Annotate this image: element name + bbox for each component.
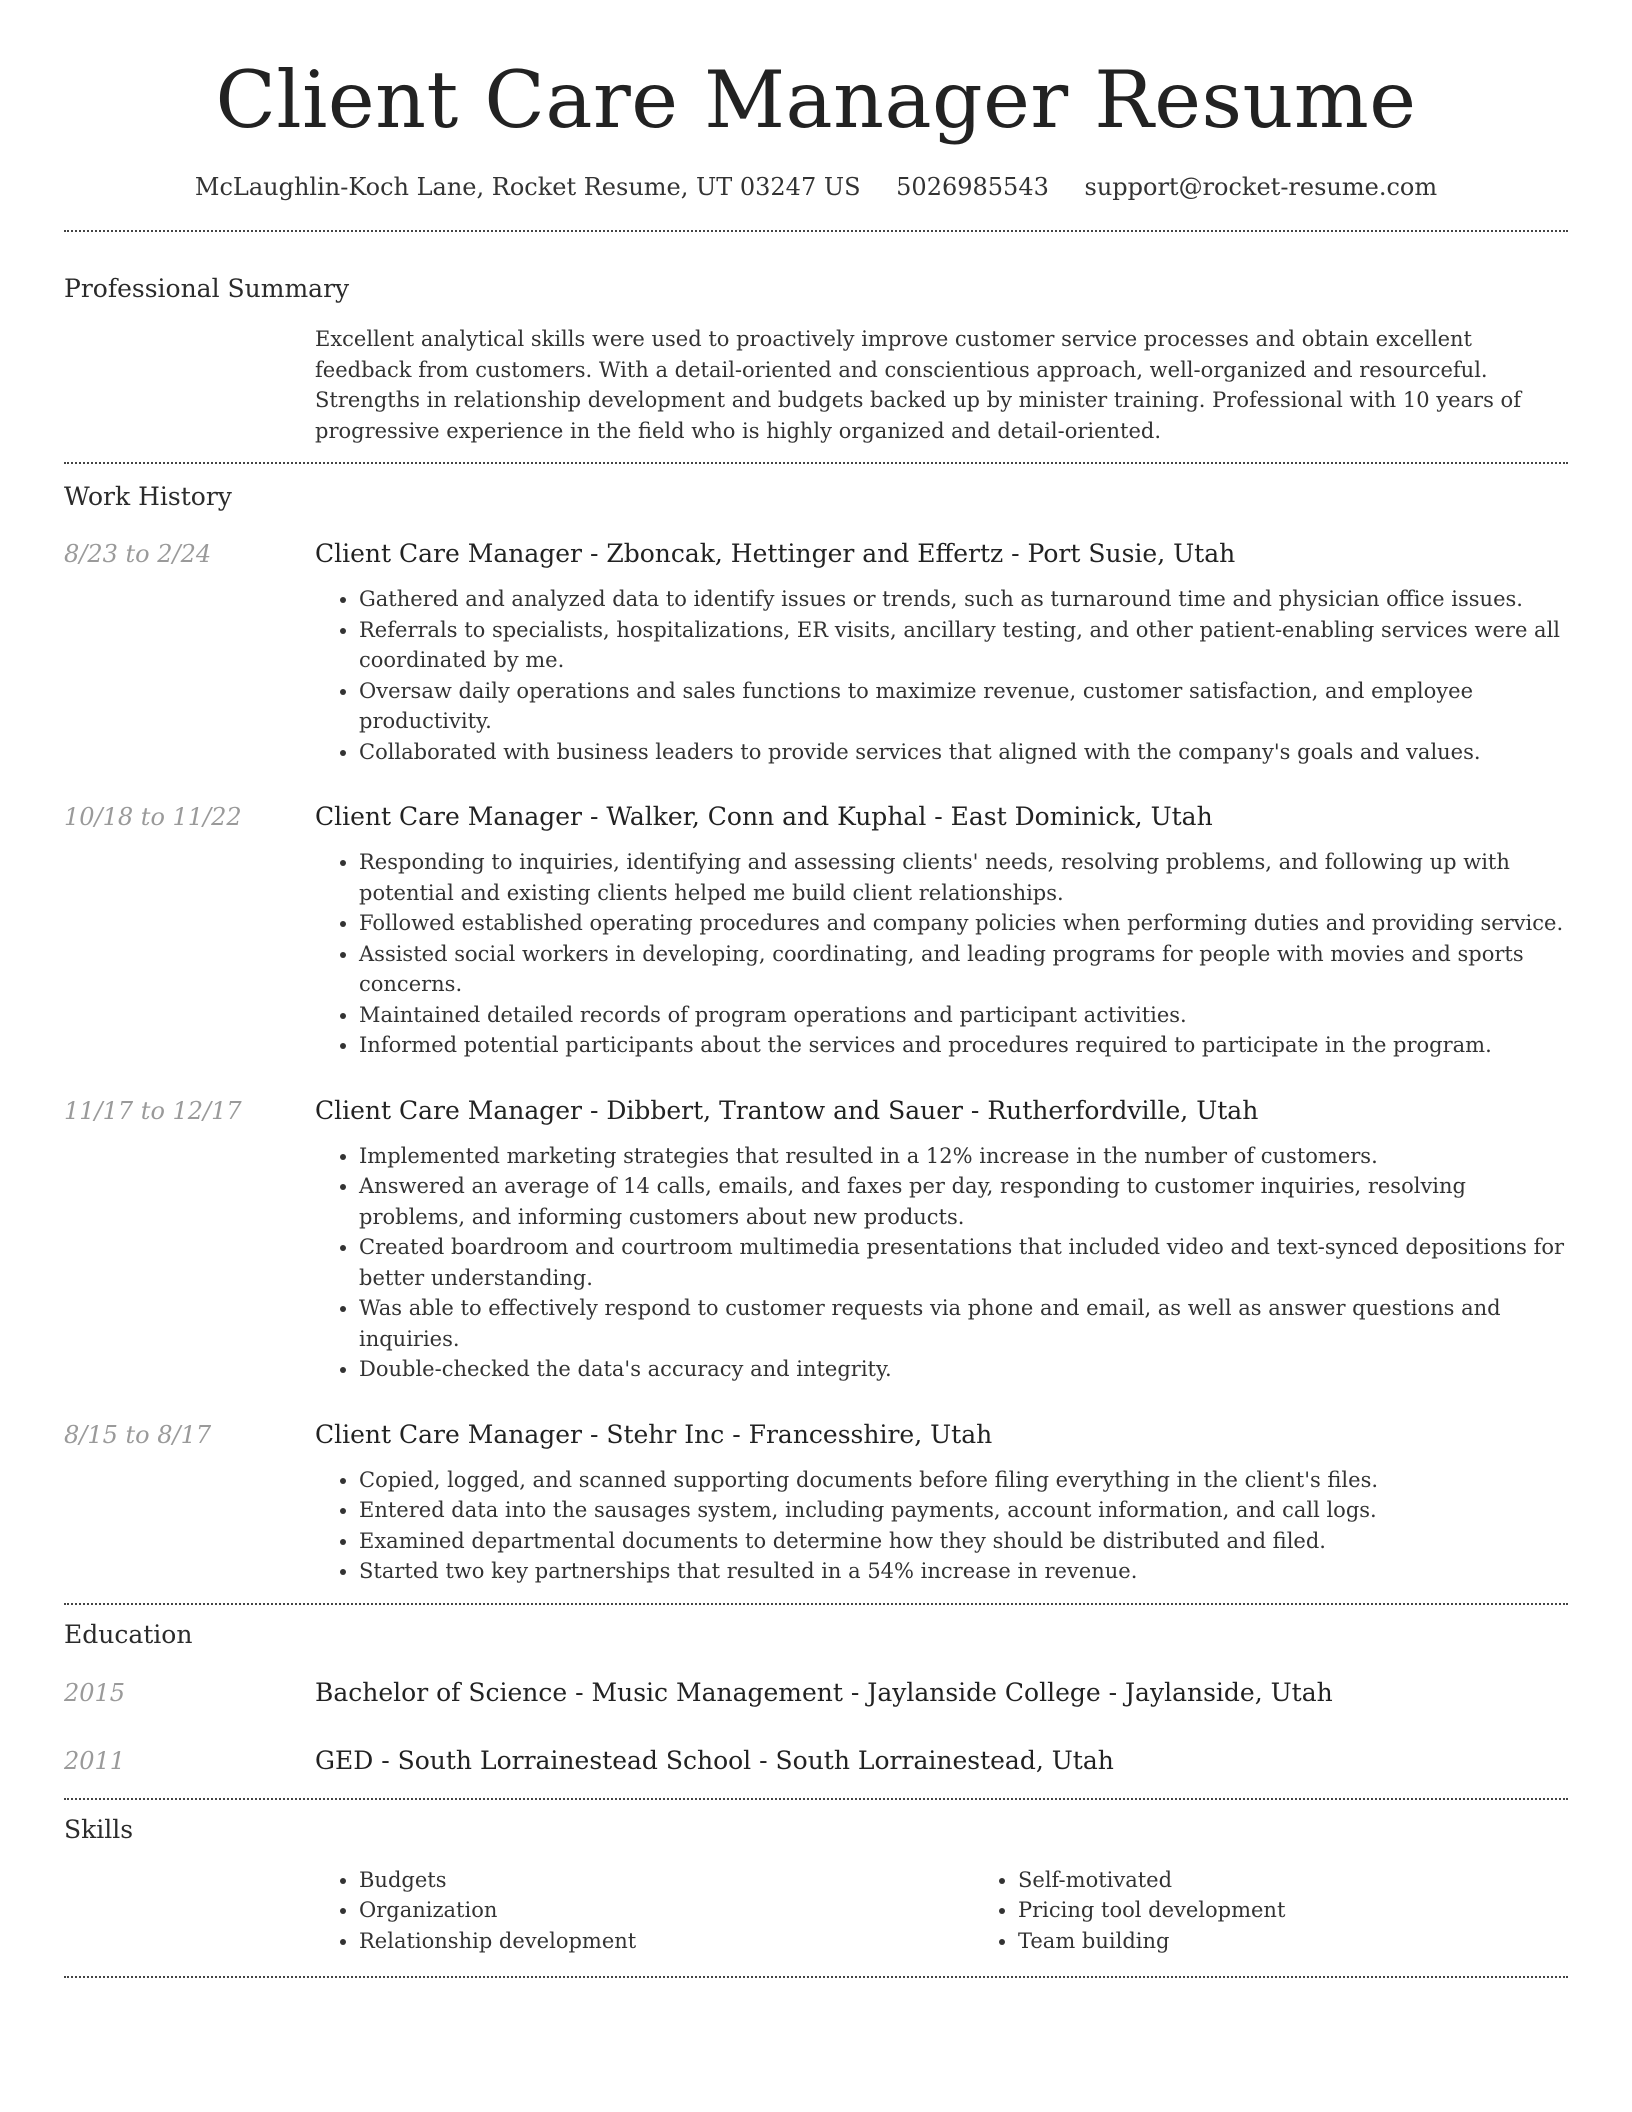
skills-section <box>64 1813 1568 1957</box>
section-heading-education: Education <box>64 1619 193 1649</box>
job-dates: 8/15 to 8/17 <box>64 1420 212 1449</box>
job-title: Client Care Manager - Zboncak, Hettinger and Effertz - Port Susie, Utah <box>315 539 1236 568</box>
section-heading-summary: Professional Summary <box>64 274 350 303</box>
job-bullets <box>315 847 1568 1061</box>
education-year: 2011 <box>64 1746 126 1775</box>
list-item: • Oversaw daily operations and sales functions to maximize revenue, customer satisfaction, and employee productivity. <box>359 676 1568 737</box>
summary-section <box>64 272 1568 446</box>
list-item: • Implemented marketing strategies that resulted in a 12% increase in the number of customers. <box>359 1141 1568 1172</box>
job-bullets <box>315 1141 1568 1385</box>
education-entry <box>64 1676 1568 1710</box>
job-dates: 8/23 to 2/24 <box>64 540 212 568</box>
job-entry <box>64 1094 1568 1385</box>
list-item: • Referrals to specialists, hospitalizations, ER visits, ancillary testing, and other patient-enabling services were all coordinated by me. <box>359 615 1568 676</box>
divider <box>64 230 1568 232</box>
contact-address: McLaughlin-Koch Lane, Rocket Resume, UT 03247 US <box>194 173 861 201</box>
list-item: • Collaborated with business leaders to provide services that aligned with the company's goals and values. <box>359 737 1568 768</box>
job-entry <box>64 537 1568 767</box>
list-item: • Gathered and analyzed data to identify issues or trends, such as turnaround time and physician office issues. <box>359 584 1568 615</box>
list-item: • Maintained detailed records of program operations and participant activities. <box>359 1000 1568 1031</box>
job-bullets <box>315 1465 1568 1587</box>
job-dates: 10/18 to 11/22 <box>64 803 242 831</box>
skill-item: • Self-motivated <box>1018 1865 1632 1896</box>
summary-text: Excellent analytical skills were used to proactively improve customer service processes and obtain excellent feedback from customers. With a detail-oriented and conscientious approach, well-organized and resourceful. Strengths in relationship development and budgets backed up by minister training. Professional with 10 years of progressive experience in the field who is highly organized and detail-oriented. <box>315 327 1521 443</box>
list-item: • Answered an average of 14 calls, emails, and faxes per day, responding to customer inquiries, resolving problems, and informing customers about new products. <box>359 1171 1568 1232</box>
list-item: • Followed established operating procedures and company policies when performing duties and providing service. <box>359 908 1568 939</box>
skill-item: • Organization <box>359 1895 974 1926</box>
contact-email: support@rocket-resume.com <box>1084 173 1438 201</box>
job-bullets <box>315 584 1568 767</box>
divider <box>64 1976 1568 1978</box>
job-title: Client Care Manager - Dibbert, Trantow and Sauer - Rutherfordville, Utah <box>315 1095 1259 1125</box>
list-item: • Started two key partnerships that resulted in a 54% increase in revenue. <box>359 1556 1568 1587</box>
skill-item: • Relationship development <box>359 1926 974 1957</box>
skill-item: • Budgets <box>359 1865 974 1896</box>
list-item: • Entered data into the sausages system, including payments, account information, and call logs. <box>359 1495 1568 1526</box>
list-item: • Copied, logged, and scanned supporting documents before filing everything in the client's files. <box>359 1465 1568 1496</box>
education-year: 2015 <box>64 1678 126 1707</box>
job-dates: 11/17 to 12/17 <box>64 1096 242 1125</box>
section-heading-skills: Skills <box>64 1814 134 1844</box>
contact-line <box>64 170 1568 204</box>
list-item: • Assisted social workers in developing, coordinating, and leading programs for people with movies and sports concerns. <box>359 939 1568 1000</box>
divider <box>64 462 1568 464</box>
job-title: Client Care Manager - Walker, Conn and Kuphal - East Dominick, Utah <box>315 802 1213 831</box>
list-item: • Responding to inquiries, identifying and assessing clients' needs, resolving problems, and following up with potential and existing clients helped me build client relationships. <box>359 847 1568 908</box>
list-item: • Created boardroom and courtroom multimedia presentations that included video and text-synced depositions for better understanding. <box>359 1232 1568 1293</box>
list-item: • Informed potential participants about the services and procedures required to participate in the program. <box>359 1030 1568 1061</box>
education-title: Bachelor of Science - Music Management - Jaylanside College - Jaylanside, Utah <box>315 1677 1333 1707</box>
skills-column-1 <box>315 1865 974 1957</box>
divider <box>64 1798 1568 1800</box>
list-item: • Double-checked the data's accuracy and integrity. <box>359 1354 1568 1385</box>
list-item: • Was able to effectively respond to customer requests via phone and email, as well as answer questions and inquiries. <box>359 1293 1568 1354</box>
work-history-section <box>64 480 1568 1587</box>
section-heading-work-history: Work History <box>64 482 232 511</box>
education-title: GED - South Lorrainestead School - South Lorrainestead, Utah <box>315 1745 1114 1775</box>
divider <box>64 1603 1568 1605</box>
job-entry <box>64 800 1568 1061</box>
skills-column-2 <box>974 1865 1632 1957</box>
list-item: • Examined departmental documents to determine how they should be distributed and filed. <box>359 1526 1568 1557</box>
job-title: Client Care Manager - Stehr Inc - Francesshire, Utah <box>315 1419 993 1449</box>
education-section <box>64 1618 1568 1778</box>
skill-item: • Pricing tool development <box>1018 1895 1632 1926</box>
contact-phone: 5026985543 <box>896 173 1049 201</box>
resume-title: Client Care Manager Resume <box>215 54 1417 146</box>
skill-item: • Team building <box>1018 1926 1632 1957</box>
job-entry <box>64 1418 1568 1587</box>
education-entry <box>64 1744 1568 1778</box>
